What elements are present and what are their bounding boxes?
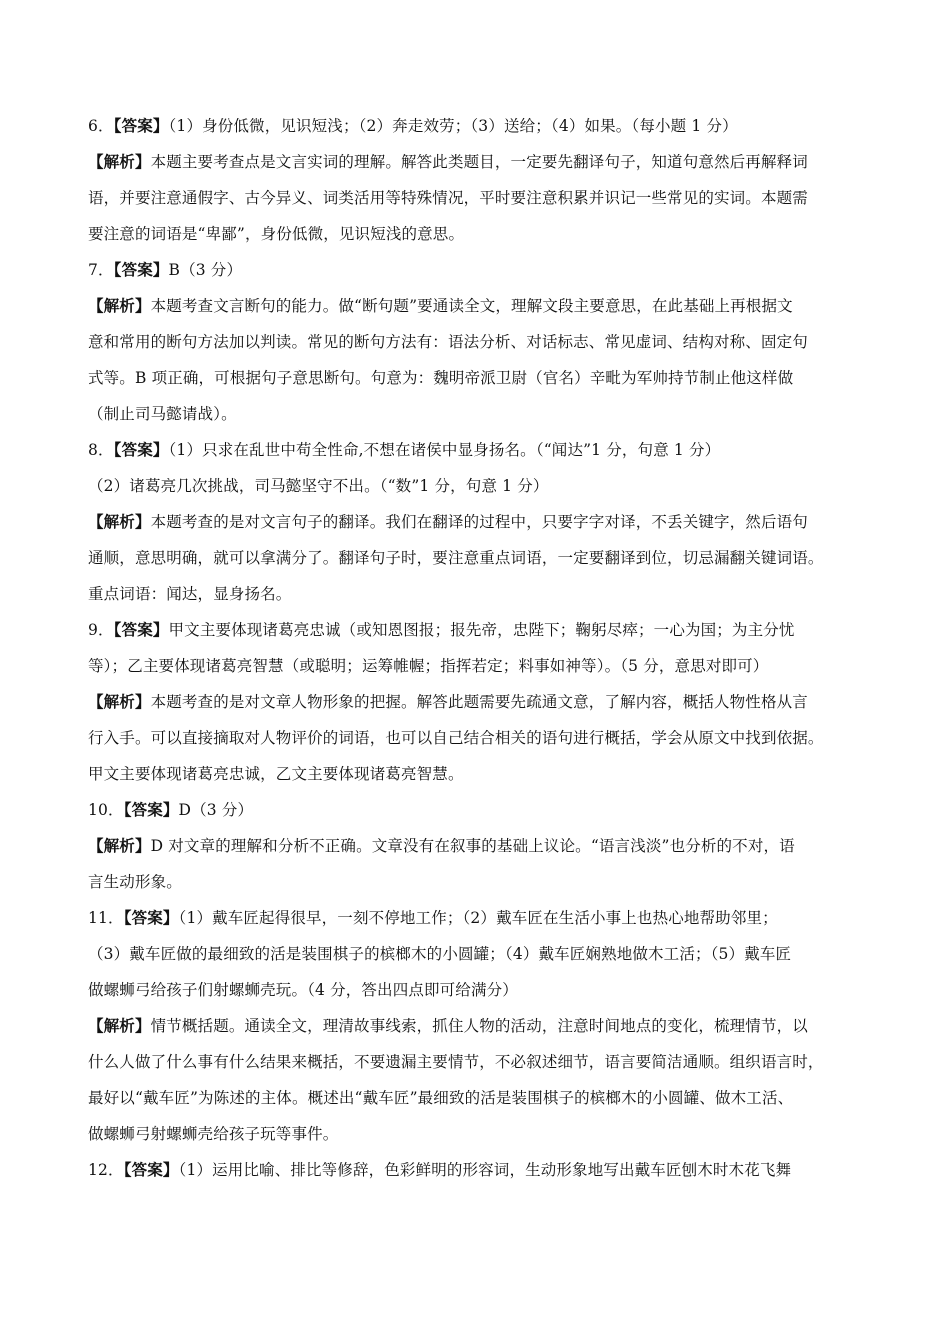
text-line: 等）；乙主要体现诸葛亮智慧（或聪明；运筹帷幄；指挥若定；料事如神等）。（5 分，意思对即可） [88,657,769,675]
text-line: （制止司马懿请战）。 [88,405,237,423]
text-line: 意和常用的断句方法加以判读。常见的断句方法有：语法分析、对话标志、常见虚词、结构对称、固定句 [88,333,808,351]
text-line: 言生动形象。 [88,873,182,891]
text-line: 语，并要注意通假字、古今异义、词类活用等特殊情况，平时要注意积累并识记一些常见的实词。本题需 [88,189,808,207]
text-line: 甲文主要体现诸葛亮忠诚，乙文主要体现诸葛亮智慧。 [88,765,464,783]
text-line: 要注意的词语是“卑鄙”，身份低微，见识短浅的意思。 [88,225,465,243]
text-line: 【解析】本题考查的是对文言句子的翻译。我们在翻译的过程中，只要字字对译，不丢关键字，然后语句 [88,512,808,531]
text-line: 【解析】本题主要考查点是文言实词的理解。解答此类题目，一定要先翻译句子，知道句意然后再解释词 [88,152,808,171]
text-line: 8．【答案】（1）只求在乱世中苟全性命,不想在诸侯中显身扬名。（“闻达”1 分，句意 1 分） [88,440,721,459]
text-line: 式等。B 项正确，可根据句子意思断句。句意为：魏明帝派卫尉（官名）辛毗为军帅持节制止他这样做 [88,369,794,387]
text-line: 什么人做了什么事有什么结果来概括，不要遗漏主要情节，不必叙述细节，语言要简洁通顺。组织语言时， [88,1053,824,1071]
text-line: 重点词语：闻达，显身扬名。 [88,585,292,603]
text-line: 行入手。可以直接摘取对人物评价的词语，也可以自己结合相关的语句进行概括，学会从原文中找到依据。 [88,729,824,747]
text-line: 做螺蛳弓给孩子们射螺蛳壳玩。（4 分，答出四点即可给满分） [88,981,518,999]
text-line: 【解析】本题考查的是对文章人物形象的把握。解答此题需要先疏通文意，了解内容，概括人物性格从言 [88,692,808,711]
text-line: 9．【答案】甲文主要体现诸葛亮忠诚（或知恩图报；报先帝，忠陛下；鞠躬尽瘁；一心为国；为主分忧 [88,620,795,639]
text-line: 7．【答案】B（3 分） [88,260,243,279]
text-line: 10．【答案】D（3 分） [88,800,254,819]
text-line: 通顺，意思明确，就可以拿满分了。翻译句子时，要注意重点词语，一定要翻译到位，切忌漏翻关键词语。 [88,549,824,567]
text-line: 【解析】本题考查文言断句的能力。做“断句题”要通读全文，理解文段主要意思，在此基础上再根据文 [88,296,793,315]
text-line: 最好以“戴车匠”为陈述的主体。概述出“戴车匠”最细致的活是装围棋子的槟榔木的小圆罐、做木工活、 [88,1089,794,1107]
text-line: 6．【答案】（1）身份低微，见识短浅；（2）奔走效劳；（3）送给；（4）如果。（每小题 1 分） [88,116,738,135]
text-line: （2）诸葛亮几次挑战，司马懿坚守不出。（“数”1 分，句意 1 分） [88,477,549,495]
text-line: （3）戴车匠做的最细致的活是装围棋子的槟榔木的小圆罐；（4）戴车匠娴熟地做木工活；（5）戴车匠 [88,945,792,963]
text-line: 做螺蛳弓射螺蛳壳给孩子玩等事件。 [88,1125,339,1143]
text-line: 11．【答案】（1）戴车匠起得很早，一刻不停地工作；（2）戴车匠在生活小事上也热心地帮助邻里； [88,908,778,927]
text-line: 【解析】情节概括题。通读全文，理清故事线索，抓住人物的活动，注意时间地点的变化，梳理情节，以 [88,1016,808,1035]
text-line: 12．【答案】（1）运用比喻、排比等修辞，色彩鲜明的形容词，生动形象地写出戴车匠刨木时木花飞舞 [88,1160,792,1179]
text-line: 【解析】D 对文章的理解和分析不正确。文章没有在叙事的基础上议论。“语言浅淡”也分析的不对，语 [88,836,795,855]
